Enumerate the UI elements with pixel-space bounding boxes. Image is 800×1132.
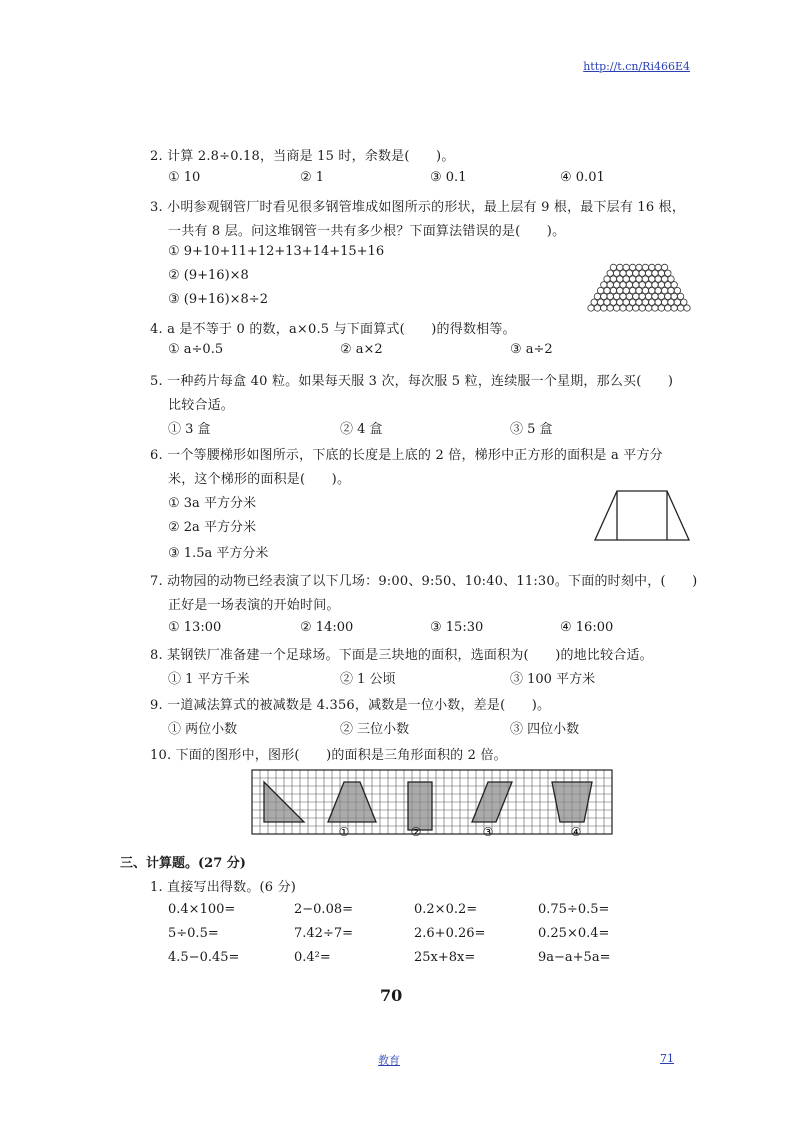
calc-r2-c3: 2.6+0.26= — [414, 926, 486, 941]
grid-figures — [248, 766, 618, 842]
q4-option-1: ① a÷0.5 — [168, 342, 224, 357]
calc-r3-c4: 9a−a+5a= — [538, 950, 611, 965]
q5-option-3: ③ 5 盒 — [510, 422, 553, 437]
q8-option-1: ① 1 平方千米 — [168, 672, 250, 687]
q3-option-3: ③ (9+16)×8÷2 — [168, 292, 268, 307]
q2-option-4: ④ 0.01 — [560, 170, 605, 185]
q6-option-1: ① 3a 平方分米 — [168, 496, 256, 511]
calc-r1-c4: 0.75÷0.5= — [538, 902, 610, 917]
section-3-subtitle: 1. 直接写出得数。(6 分) — [150, 880, 297, 895]
figure-label-1: ① — [338, 825, 350, 839]
calc-r1-c1: 0.4×100= — [168, 902, 236, 917]
calc-r2-c2: 7.42÷7= — [294, 926, 354, 941]
q7-option-2: ② 14:00 — [300, 620, 354, 635]
header-url-link[interactable]: http://t.cn/Ri466E4 — [583, 60, 690, 73]
calc-r3-c1: 4.5−0.45= — [168, 950, 240, 965]
calc-r1-c3: 0.2×0.2= — [414, 902, 478, 917]
figure-2-rectangle — [408, 782, 432, 830]
q4-option-2: ② a×2 — [340, 342, 383, 357]
page-number: 70 — [380, 986, 403, 1005]
trapezoid-figure — [592, 488, 692, 544]
q9-option-3: ③ 四位小数 — [510, 722, 580, 737]
calc-r2-c4: 0.25×0.4= — [538, 926, 610, 941]
q4-stem: 4. a 是不等于 0 的数，a×0.5 与下面算式( )的得数相等。 — [150, 322, 516, 337]
q8-option-2: ② 1 公顷 — [340, 672, 396, 687]
q9-option-2: ② 三位小数 — [340, 722, 410, 737]
q2-option-2: ② 1 — [300, 170, 325, 185]
q5-option-1: ① 3 盒 — [168, 422, 211, 437]
q8-option-3: ③ 100 平方米 — [510, 672, 596, 687]
q9-option-1: ① 两位小数 — [168, 722, 238, 737]
figure-label-3: ③ — [482, 825, 494, 839]
calc-r1-c2: 2−0.08= — [294, 902, 354, 917]
q7-stem-line2: 正好是一场表演的开始时间。 — [168, 598, 340, 613]
q7-option-4: ④ 16:00 — [560, 620, 614, 635]
footer-link-education[interactable]: 教育 — [378, 1054, 400, 1067]
q5-stem-line1: 5. 一种药片每盒 40 粒。如果每天服 3 次，每次服 5 粒，连续服一个星期，那么买( ) — [150, 374, 674, 389]
calc-r3-c2: 0.4²= — [294, 950, 331, 965]
q3-stem-line1: 3. 小明参观钢管厂时看见很多钢管堆成如图所示的形状，最上层有 9 根，最下层有 16 根， — [150, 200, 686, 215]
figure-label-2: ② — [410, 825, 422, 839]
q6-option-3: ③ 1.5a 平方分米 — [168, 546, 269, 561]
q2-option-1: ① 10 — [168, 170, 201, 185]
footer-link-page[interactable]: 71 — [660, 1052, 674, 1065]
pipe-stack-figure — [578, 238, 700, 314]
q8-stem: 8. 某钢铁厂准备建一个足球场。下面是三块地的面积，选面积为( )的地比较合适。 — [150, 648, 653, 663]
q6-stem-line2: 米，这个梯形的面积是( )。 — [168, 472, 351, 487]
q2-option-3: ③ 0.1 — [430, 170, 467, 185]
q5-option-2: ② 4 盒 — [340, 422, 383, 437]
q9-stem: 9. 一道减法算式的被减数是 4.356，减数是一位小数，差是( )。 — [150, 698, 551, 713]
q7-option-3: ③ 15:30 — [430, 620, 484, 635]
q4-option-3: ③ a÷2 — [510, 342, 553, 357]
q5-stem-line2: 比较合适。 — [168, 398, 235, 413]
q6-stem-line1: 6. 一个等腰梯形如图所示，下底的长度是上底的 2 倍，梯形中正方形的面积是 a 平方分 — [150, 448, 663, 463]
calc-r3-c3: 25x+8x= — [414, 950, 476, 965]
q7-stem-line1: 7. 动物园的动物已经表演了以下几场：9:00、9:50、10:40、11:30。下面的时刻中，( ) — [150, 574, 698, 589]
figure-4-trapezoid — [552, 782, 592, 822]
q3-stem-line2: 一共有 8 层。问这堆钢管一共有多少根？下面算法错误的是( )。 — [168, 224, 566, 239]
q7-option-1: ① 13:00 — [168, 620, 222, 635]
section-3-title: 三、计算题。(27 分) — [120, 856, 246, 871]
q2-stem: 2. 计算 2.8÷0.18，当商是 15 时，余数是( )。 — [150, 149, 455, 164]
q6-option-2: ② 2a 平方分米 — [168, 520, 256, 535]
figure-label-4: ④ — [570, 825, 582, 839]
q3-option-1: ① 9+10+11+12+13+14+15+16 — [168, 244, 385, 259]
q10-stem: 10. 下面的图形中，图形( )的面积是三角形面积的 2 倍。 — [150, 748, 507, 763]
q3-option-2: ② (9+16)×8 — [168, 268, 249, 283]
calc-r2-c1: 5÷0.5= — [168, 926, 219, 941]
